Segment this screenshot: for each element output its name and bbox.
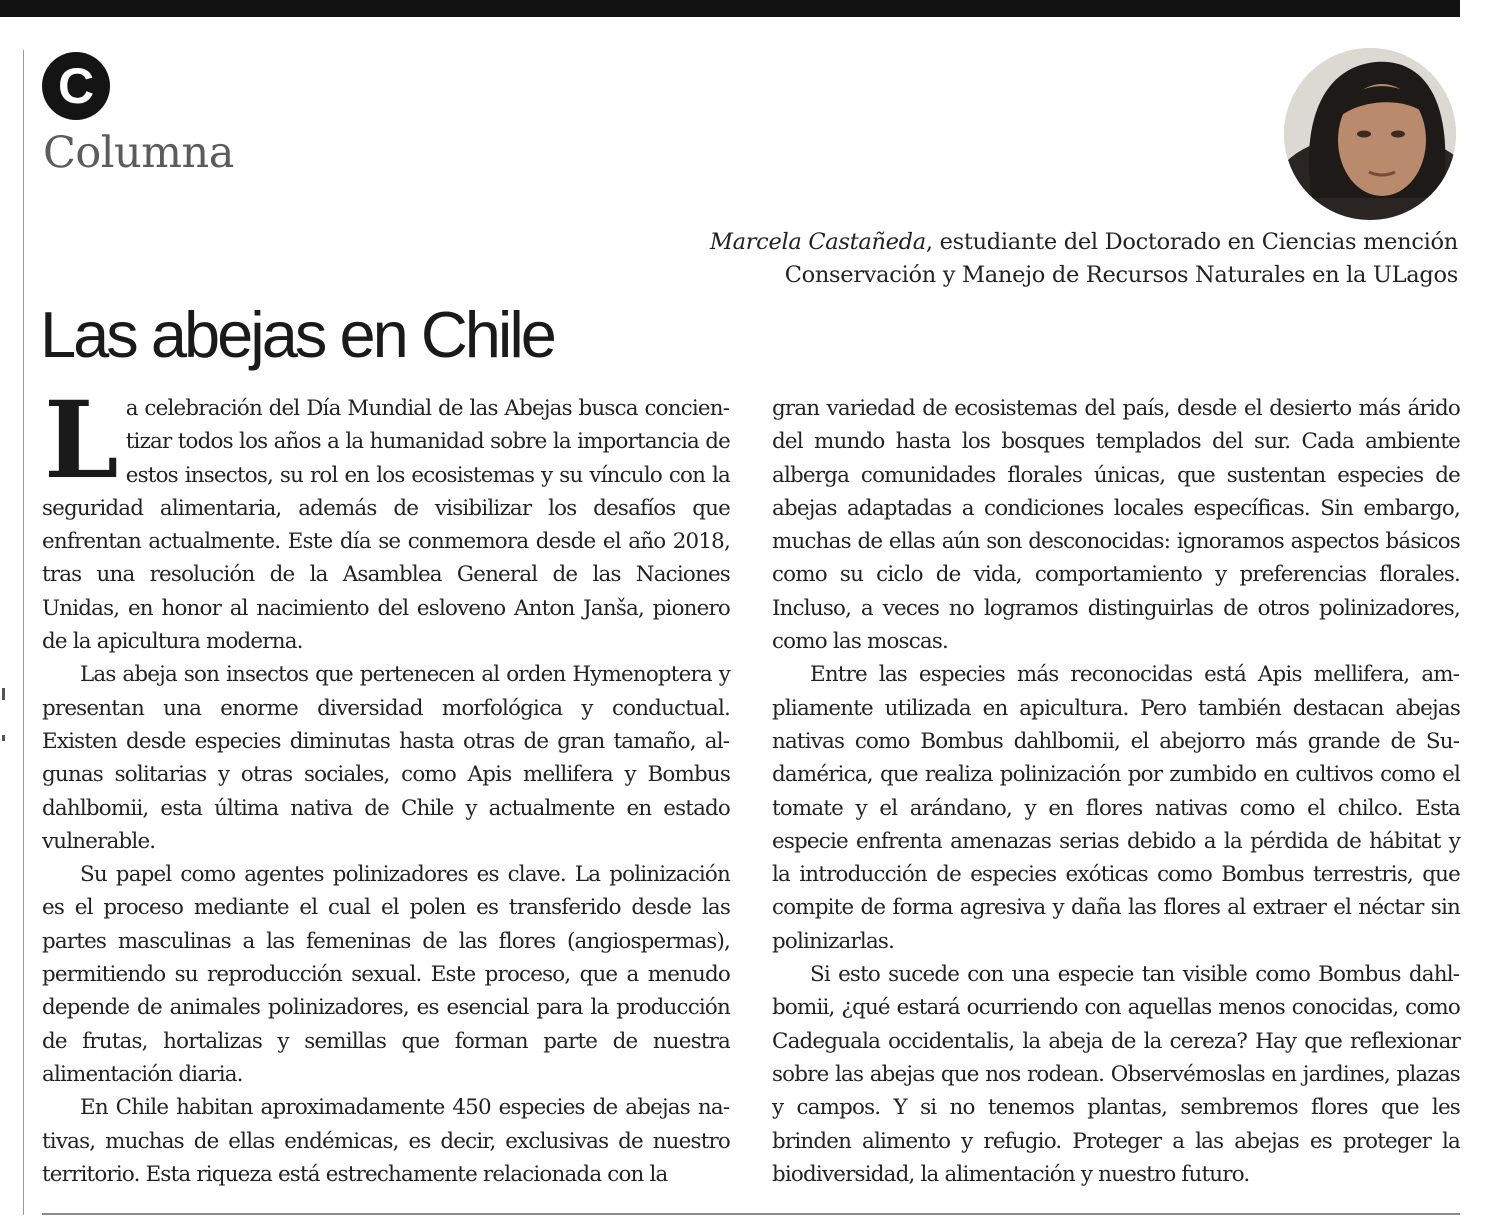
paragraph	[42, 377, 730, 658]
article-headline: Las abejas en Chile	[40, 298, 554, 371]
paragraph: Si esto sucede con una especie tan visible como Bombus dahlbomii, ¿qué estará ocurriendo con aquellas menos conocidas, como Cadeguala occidentalis, la abeja de la cereza? Hay que reflexionar sobre las abejas que nos rodean. Observémoslas en jardines, plazas y campos. Y si no tenemos plantas, sembremos flores que les brinden alimento y refugio. Proteger a las abejas es proteger la biodiversidad, la alimentación y nuestro futuro.	[772, 962, 1460, 1187]
section-badge	[42, 52, 110, 120]
author-affiliation-1: , estudiante del Doctorado en Ciencias mención	[925, 229, 1458, 255]
paragraph: gran variedad de ecosistemas del país, desde el desierto más árido del mundo hasta los bosques templados del sur. Cada ambiente alberga comunidades florales únicas, que sustentan especies de abejas adaptadas a condiciones locales específicas. Sin embargo, muchas de ellas aún son desconocidas: ignoramos aspectos básicos como su ciclo de vida, comportamiento y preferencias florales. Incluso, a veces no logramos distinguirlas de otros polinizadores, como las moscas.	[772, 396, 1460, 655]
column-divider-left	[23, 50, 24, 1215]
section-label: Columna	[43, 128, 234, 178]
paragraph: Su papel como agentes polinizadores es clave. La polinización es el proceso mediante el cual el polen es transferido desde las partes masculinas a las femeninas de las flores (angiospermas), permitiendo su reproducción sexual. Este proceso, que a menudo depende de animales polinizadores, es esencial para la producción de frutas, hortalizas y semillas que forman parte de nuestra alimentación diaria.	[42, 862, 730, 1087]
top-rule	[0, 0, 1460, 17]
paragraph: Entre las especies más reconocidas está Apis mellifera, ampliamente utilizada en apicultura. Pero también destacan abejas nativas como Bombus dahlbomii, el abejorro más grande de Sudamérica, que realiza polinización por zumbido en cultivos como el tomate y el arándano, y en flores nativas como el chilco. Esta especie enfrenta amenazas serias debido a la pérdida de hábitat y la introducción de especies exóticas como Bombus terrestris, que compite de forma agresiva y daña las flores al extraer el néctar sin polinizarlas.	[772, 662, 1460, 954]
author-affiliation-2: Conservación y Manejo de Recursos Naturales en la ULagos	[784, 262, 1458, 288]
author-photo	[1284, 48, 1456, 220]
author-line-1	[558, 226, 1458, 259]
paragraph-text: a celebración del Día Mundial de las Abejas busca concientizar todos los años a la humanidad sobre la importancia de estos insectos, su rol en los ecosistemas y su vínculo con la seguridad alimentaria, además de visibilizar los desafíos que enfrentan actualmente. Este día se conmemora desde el año 2018, tras una resolución de la Asamblea General de las Naciones Unidas, en honor al nacimiento del esloveno Anton Janša, pionero de la apicultura moderna.	[42, 396, 730, 655]
margin-mark	[2, 735, 5, 741]
author-byline	[558, 226, 1458, 292]
drop-cap: L	[44, 377, 118, 502]
article-column-right	[772, 392, 1460, 1191]
paragraph: Las abeja son insectos que pertenecen al orden Hymenoptera y presentan una enorme diversidad morfológica y conductual. Existen desde especies diminutas hasta otras de gran tamaño, algunas solitarias y otras sociales, como Apis mellifera y Bombus dahlbomii, esta última nativa de Chile y actualmente en estado vulnerable.	[42, 662, 730, 854]
section-badge-letter: C	[57, 58, 95, 114]
paragraph: En Chile habitan aproximadamente 450 especies de abejas nativas, muchas de ellas endémicas, es decir, exclusivas de nuestro territorio. Esta riqueza está estrechamente relacionada con la	[42, 1095, 730, 1187]
author-name: Marcela Castañeda	[709, 229, 926, 255]
margin-mark	[2, 688, 5, 700]
author-photo-image	[1284, 48, 1456, 220]
article-column-left	[42, 377, 730, 1191]
bottom-rule	[42, 1213, 1460, 1215]
